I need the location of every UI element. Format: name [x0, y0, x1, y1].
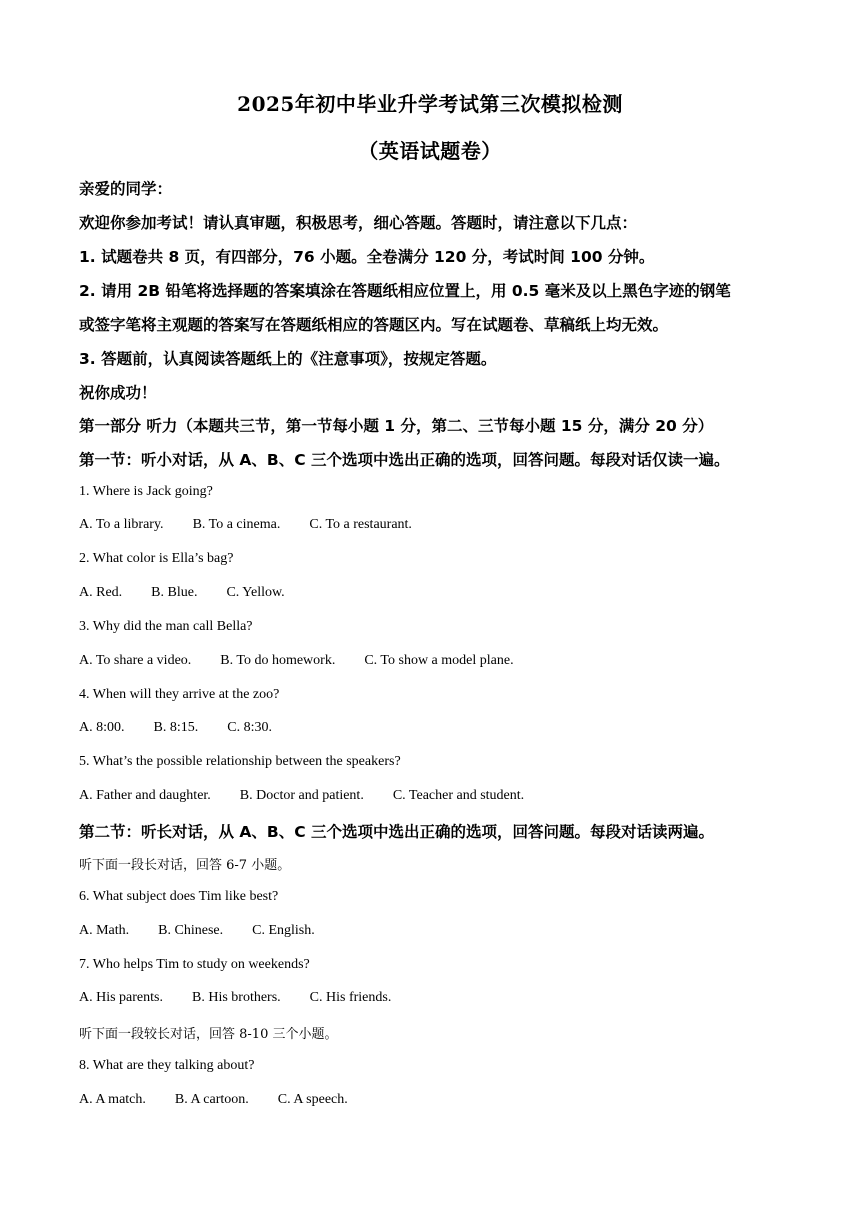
- welcome-text: 欢迎你参加考试！请认真审题，积极思考，细心答题。答题时，请注意以下几点：: [79, 214, 638, 232]
- part1-heading: 第一部分 听力（本题共三节，第一节每小题 1 分，第二、三节每小题 15 分，满分 20 分）: [79, 417, 714, 435]
- exam-subtitle: （英语试题卷）: [358, 139, 502, 163]
- section1-heading: 第一节：听小对话，从 A、B、C 三个选项中选出正确的选项，回答问题。每段对话仅读一遍。: [79, 451, 730, 469]
- question-options: [79, 923, 315, 939]
- greeting: 亲爱的同学：: [79, 180, 173, 198]
- question-options: [79, 517, 412, 533]
- option-a: A. A match.: [79, 1092, 146, 1107]
- section2-note-2: 听下面一段较长对话，回答 8-10 三个小题。: [79, 1027, 338, 1042]
- closing: 祝你成功！: [79, 384, 157, 402]
- question: 1. Where is Jack going?: [79, 484, 213, 499]
- rule-2-line-1: 2. 请用 2B 铅笔将选择题的答案填涂在答题纸相应位置上，用 0.5 毫米及以上黑色字迹的钢笔: [79, 282, 731, 300]
- option-c: C. A speech.: [277, 1092, 348, 1107]
- question-options: [79, 720, 272, 736]
- option-b: B. To a cinema.: [192, 517, 281, 532]
- question-options: [79, 990, 391, 1006]
- option-b: B. 8:15.: [153, 720, 199, 735]
- option-c: C. English.: [252, 923, 315, 938]
- question: 8. What are they talking about?: [79, 1058, 255, 1073]
- question-options: [79, 788, 524, 804]
- question: 2. What color is Ella’s bag?: [79, 551, 234, 566]
- option-b: B. Doctor and patient.: [239, 788, 364, 803]
- option-b: B. Chinese.: [158, 923, 224, 938]
- question-options: [79, 1092, 348, 1108]
- option-a: A. 8:00.: [79, 720, 125, 735]
- question: 3. Why did the man call Bella?: [79, 619, 253, 634]
- option-a: A. Father and daughter.: [79, 788, 211, 803]
- question-options: [79, 585, 285, 601]
- rule-2-line-2: 或签字笔将主观题的答案写在答题纸相应的答题区内。写在试题卷、草稿纸上均无效。: [79, 316, 669, 334]
- option-c: C. His friends.: [309, 990, 392, 1005]
- option-a: A. Math.: [79, 923, 130, 938]
- option-a: A. To share a video.: [79, 653, 192, 668]
- question: 6. What subject does Tim like best?: [79, 889, 279, 904]
- question: 5. What’s the possible relationship between the speakers?: [79, 754, 401, 769]
- option-b: B. His brothers.: [192, 990, 281, 1005]
- section2-heading: 第二节：听长对话，从 A、B、C 三个选项中选出正确的选项，回答问题。每段对话读两遍。: [79, 823, 714, 841]
- option-c: C. To show a model plane.: [364, 653, 514, 668]
- rule-3: 3. 答题前，认真阅读答题纸上的《注意事项》，按规定答题。: [79, 350, 497, 368]
- rule-1: 1. 试题卷共 8 页，有四部分，76 小题。全卷满分 120 分，考试时间 100 分钟。: [79, 248, 655, 266]
- option-c: C. Yellow.: [226, 585, 285, 600]
- option-a: A. Red.: [79, 585, 123, 600]
- question-options: [79, 653, 514, 669]
- question: 4. When will they arrive at the zoo?: [79, 687, 280, 702]
- question: 7. Who helps Tim to study on weekends?: [79, 957, 310, 972]
- section2-note-1: 听下面一段长对话，回答 6-7 小题。: [79, 858, 291, 873]
- option-b: B. To do homework.: [220, 653, 336, 668]
- option-a: A. His parents.: [79, 990, 163, 1005]
- exam-title: 2025年初中毕业升学考试第三次模拟检测: [237, 92, 623, 116]
- option-c: C. Teacher and student.: [392, 788, 525, 803]
- option-a: A. To a library.: [79, 517, 164, 532]
- option-c: C. To a restaurant.: [309, 517, 412, 532]
- option-b: B. Blue.: [151, 585, 198, 600]
- option-c: C. 8:30.: [227, 720, 272, 735]
- option-b: B. A cartoon.: [174, 1092, 249, 1107]
